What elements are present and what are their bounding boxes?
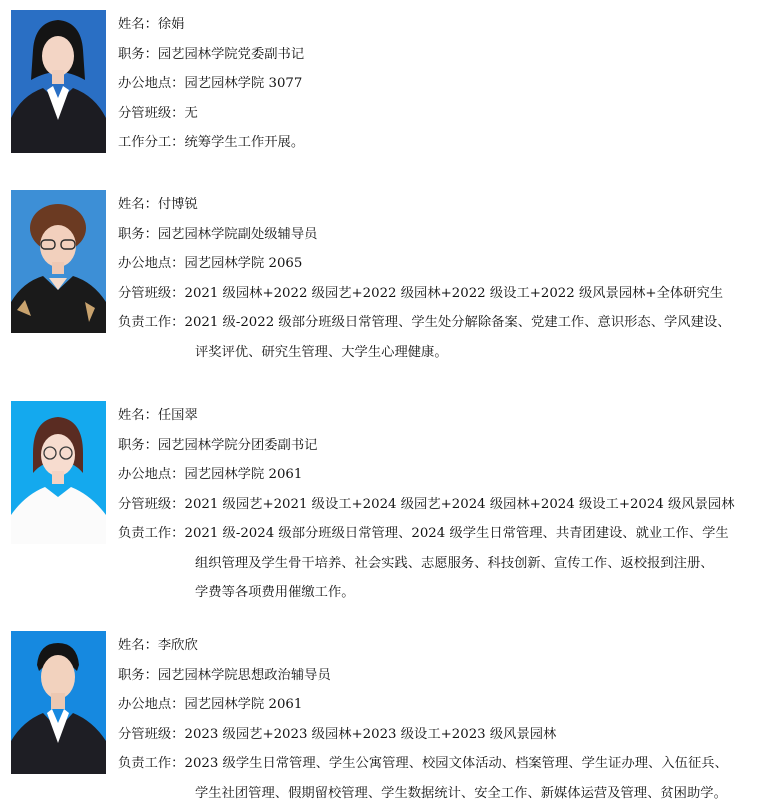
field-duties-continued: 学费等各项费用催缴工作。 bbox=[195, 585, 355, 600]
field-duties: 负责工作： 2021 级-2024 级部分班级日常管理、2024 级学生日常管理、共青团建设、就业工作、学生 bbox=[118, 526, 729, 541]
staff-photo bbox=[11, 10, 106, 153]
staff-info bbox=[118, 631, 780, 808]
field-classes: 分管班级： 无 bbox=[118, 105, 198, 121]
field-office: 办公地点： 园艺园林学院 2061 bbox=[118, 697, 303, 712]
field-position: 职务： 园艺园林学院分团委副书记 bbox=[118, 437, 318, 453]
staff-photo bbox=[11, 401, 106, 544]
field-name: 姓名： 任国翠 bbox=[118, 408, 198, 423]
field-name: 姓名： 徐娟 bbox=[118, 17, 185, 32]
staff-photo bbox=[11, 190, 106, 333]
field-duties: 负责工作： 2023 级学生日常管理、学生公寓管理、校园文体活动、档案管理、学生证办理、入伍征兵、 bbox=[118, 756, 728, 771]
field-duties-continued: 组织管理及学生骨干培养、社会实践、志愿服务、科技创新、宣传工作、返校报到注册、 bbox=[195, 555, 714, 571]
field-classes: 分管班级： 2023 级园艺+2023 级园林+2023 级设工+2023 级风景园林 bbox=[118, 726, 557, 742]
field-office: 办公地点： 园艺园林学院 2065 bbox=[118, 256, 303, 271]
portrait-female-3 bbox=[11, 401, 106, 544]
staff-info bbox=[118, 401, 780, 608]
field-position: 职务： 园艺园林学院党委副书记 bbox=[118, 46, 305, 62]
portrait-male bbox=[11, 631, 106, 774]
field-duties: 工作分工： 统筹学生工作开展。 bbox=[118, 135, 305, 150]
field-duties-continued: 学生社团管理、假期留校管理、学生数据统计、安全工作、新媒体运营及管理、贫困助学。 bbox=[195, 785, 727, 801]
field-office: 办公地点： 园艺园林学院 3077 bbox=[118, 76, 303, 91]
staff-photo bbox=[11, 631, 106, 774]
field-duties-continued: 评奖评优、研究生管理、大学生心理健康。 bbox=[195, 344, 448, 360]
staff-info bbox=[118, 10, 780, 158]
field-name: 姓名： 付博锐 bbox=[118, 197, 198, 212]
staff-info bbox=[118, 190, 780, 367]
portrait-female-1 bbox=[11, 10, 106, 153]
field-classes: 分管班级： 2021 级园艺+2021 级设工+2024 级园艺+2024 级园林+2024 级设工+2024 级风景园林 bbox=[118, 496, 735, 512]
field-name: 姓名： 李欣欣 bbox=[118, 638, 198, 653]
field-position: 职务： 园艺园林学院思想政治辅导员 bbox=[118, 667, 331, 683]
field-office: 办公地点： 园艺园林学院 2061 bbox=[118, 467, 303, 482]
field-classes: 分管班级： 2021 级园林+2022 级园艺+2022 级园林+2022 级设工+2022 级风景园林+全体研究生 bbox=[118, 285, 724, 301]
field-duties: 负责工作： 2021 级-2022 级部分班级日常管理、学生处分解除备案、党建工作、意识形态、学风建设、 bbox=[118, 315, 731, 330]
field-position: 职务： 园艺园林学院副处级辅导员 bbox=[118, 226, 318, 242]
portrait-female-2 bbox=[11, 190, 106, 333]
